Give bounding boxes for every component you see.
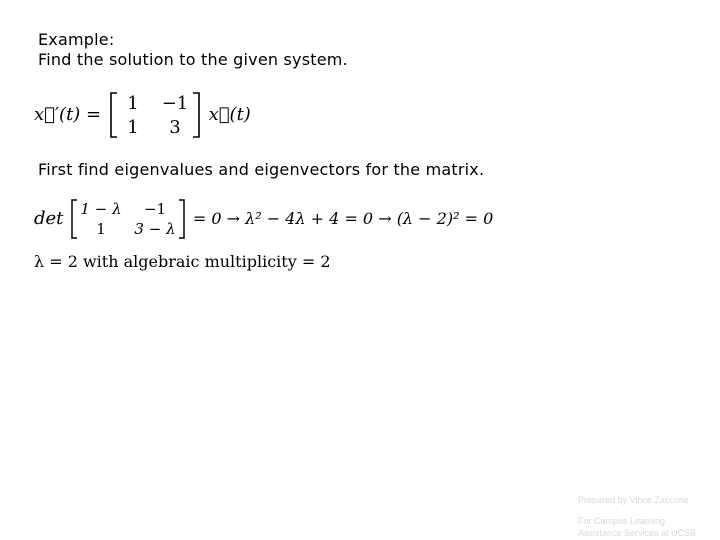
- characteristic-rhs: = 0 → λ² − 4λ + 4 = 0 → (λ − 2)² = 0: [192, 209, 494, 228]
- matrix-cell-2-2: 3: [169, 117, 181, 138]
- matrix-cell-1-2: −1: [161, 93, 189, 114]
- det-operator: det: [34, 208, 64, 229]
- system-rhs: x⃗(t): [208, 104, 251, 125]
- example-heading: [38, 30, 348, 70]
- char-cell-1-1: 1 − λ: [80, 200, 122, 218]
- characteristic-equation: [34, 198, 493, 240]
- example-label: Example:: [38, 30, 115, 49]
- char-cell-2-1: 1: [96, 220, 106, 238]
- problem-statement: Find the solution to the given system.: [38, 50, 348, 69]
- footer-affiliation-line1: For Campus Learning: [578, 516, 666, 526]
- footer-affiliation-line2: Assistance Services at UCSB: [578, 528, 697, 538]
- system-equation: [34, 90, 251, 140]
- matrix-cell-1-1: 1: [127, 93, 139, 114]
- footer-author: Prepared by Vince Zaccone: [578, 495, 689, 505]
- char-cell-1-2: −1: [144, 200, 167, 218]
- char-cell-2-2: 3 − λ: [134, 220, 176, 238]
- system-lhs: x⃗′(t) =: [34, 104, 102, 125]
- eigenvalue-result: λ = 2 with algebraic multiplicity = 2: [34, 252, 331, 271]
- footer-affiliation: [578, 515, 696, 539]
- characteristic-matrix: [69, 198, 187, 240]
- instruction-text: First find eigenvalues and eigenvectors for the matrix.: [38, 160, 485, 179]
- system-matrix: [107, 90, 203, 140]
- matrix-cell-2-1: 1: [127, 117, 139, 138]
